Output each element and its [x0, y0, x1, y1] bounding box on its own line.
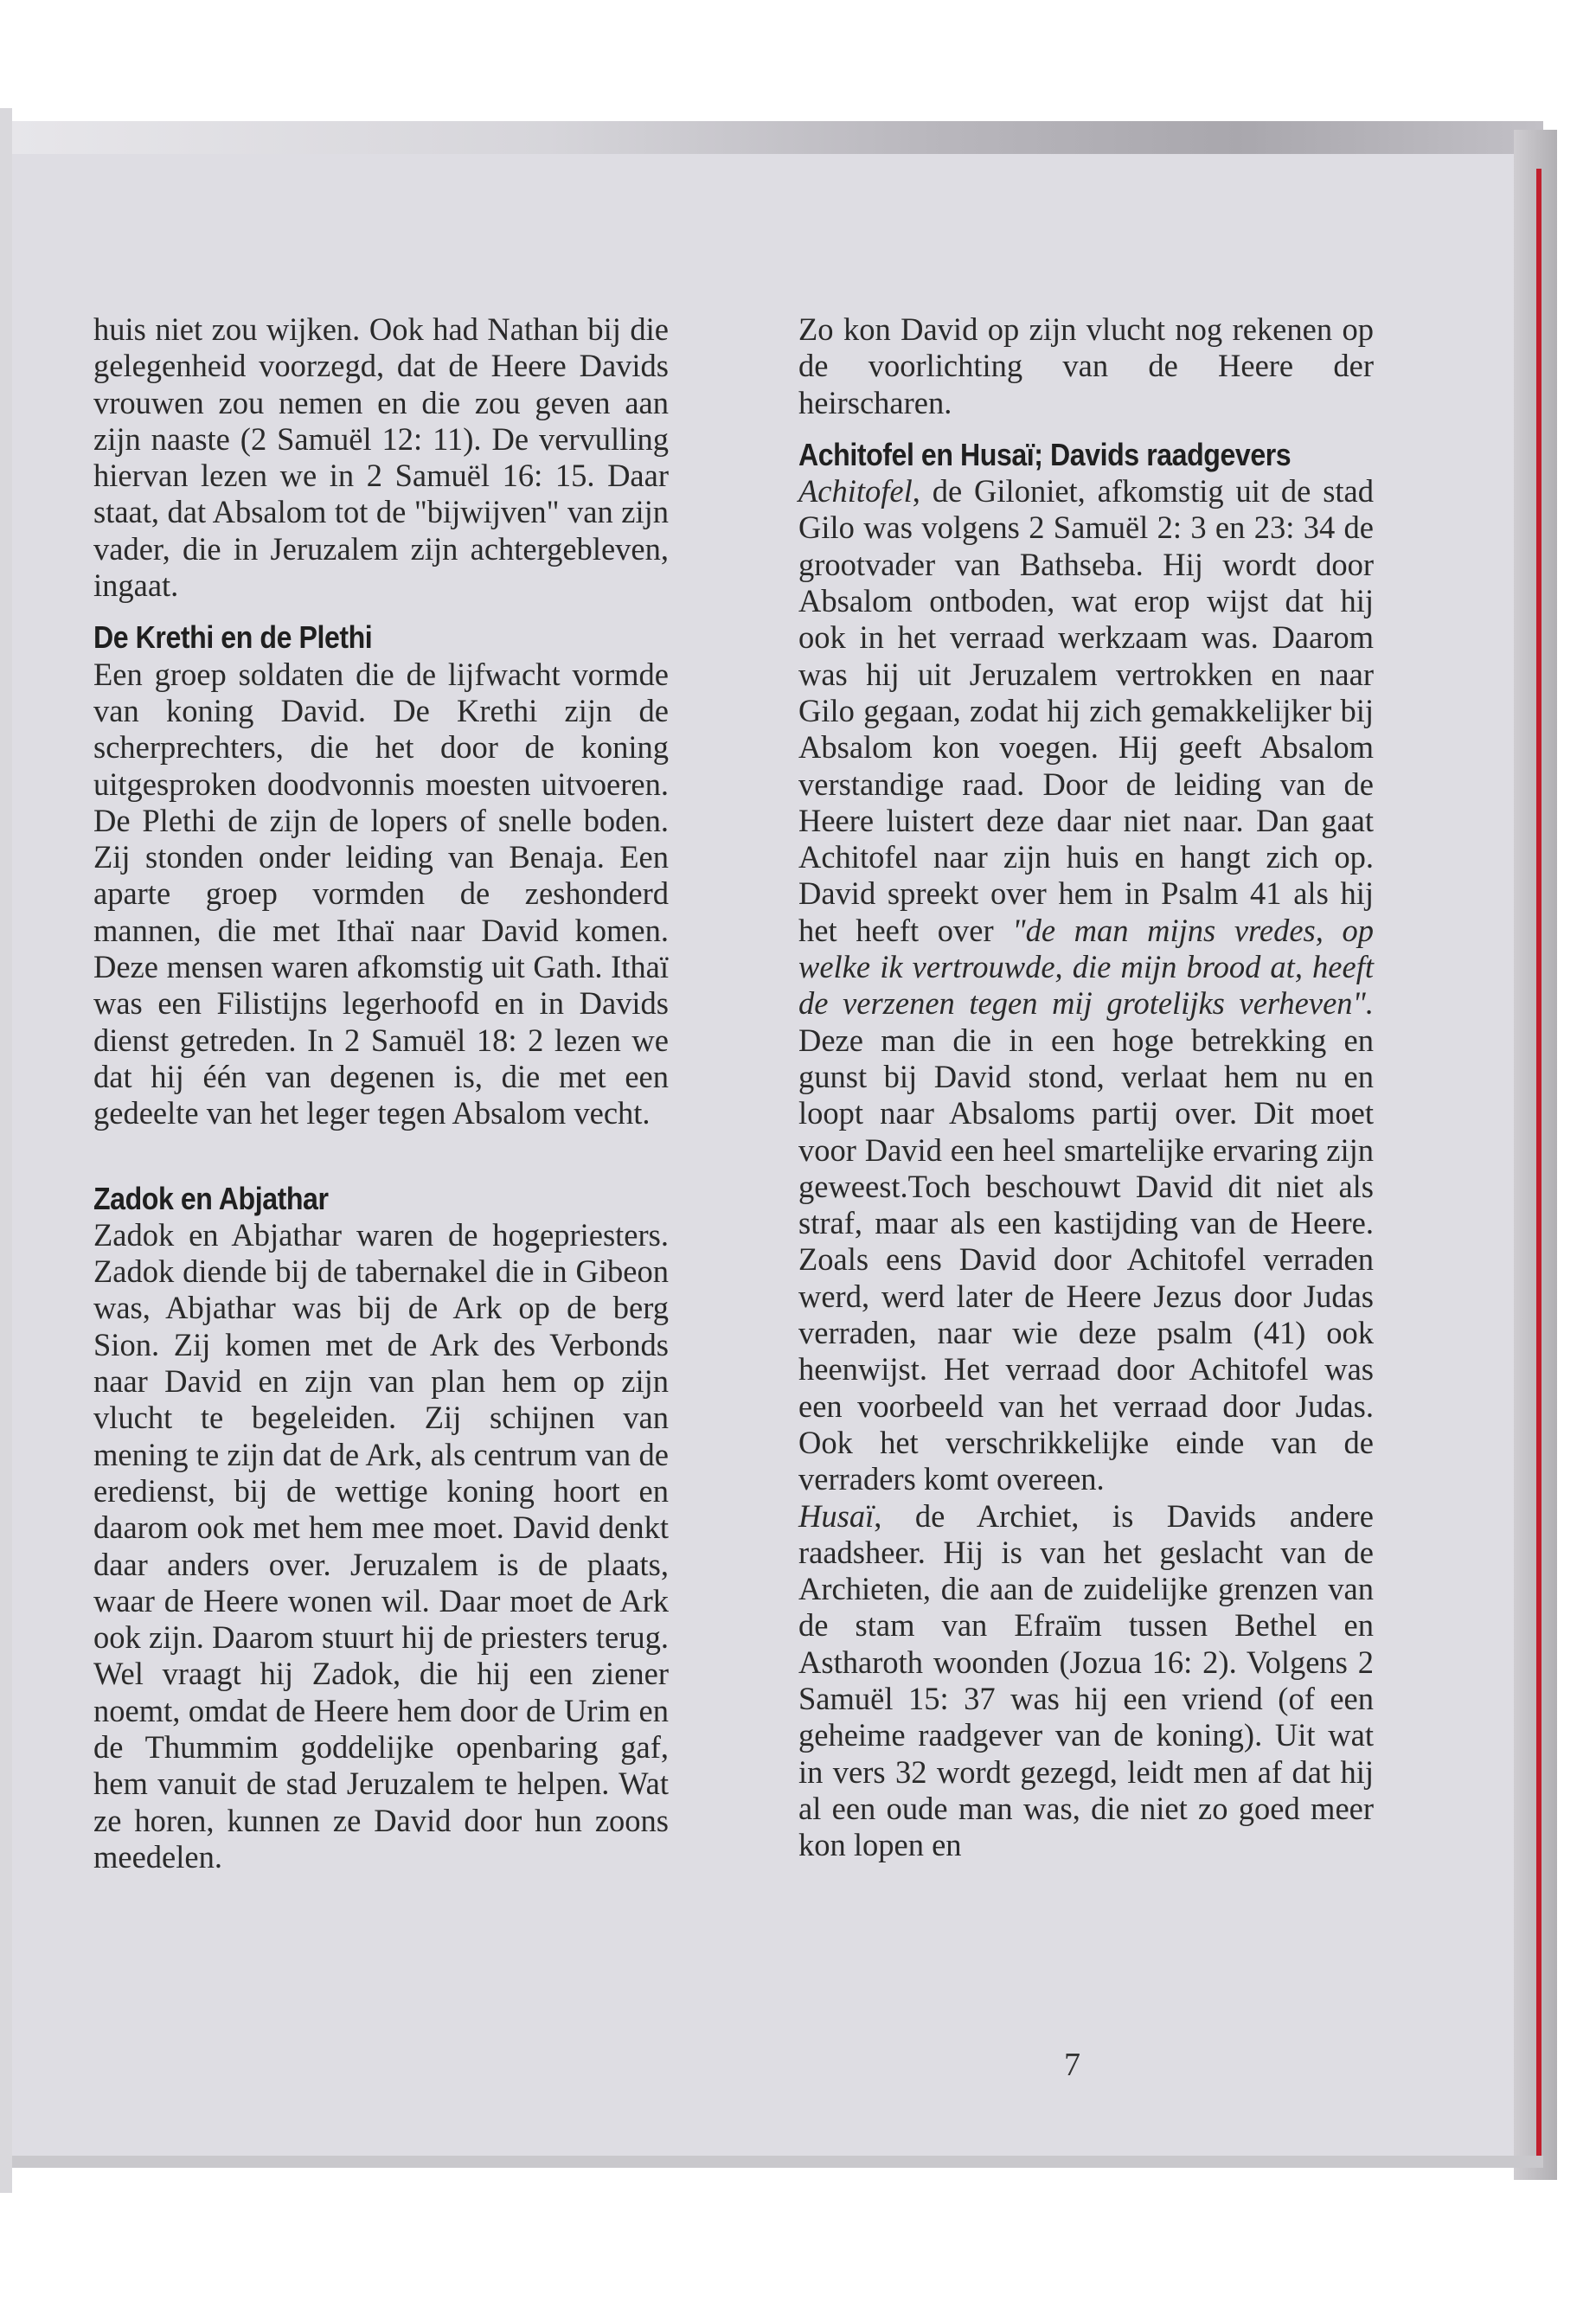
psalm-quote: "de man mijns vredes, op welke ik vertrouwde, die mijn brood at, heeft de verzenen tegen mij grotelijks verheven".: [798, 912, 1374, 1022]
name-achitofel: Achitofel: [798, 473, 913, 510]
right-intro-paragraph: Zo kon David op zijn vlucht nog rekenen op de voorlichting van de Heere der heirscharen.: [798, 311, 1374, 420]
section-heading-krethi-plethi: De Krethi en de Plethi: [93, 619, 373, 656]
left-column: [93, 311, 669, 1875]
page-top-edge: [12, 121, 1543, 154]
right-column: [798, 311, 1374, 1863]
page-left-edge: [0, 108, 12, 2193]
section-text-husai: [798, 1498, 1374, 1864]
section-heading-achitofel-husai: Achitofel en Husaï; Davids raadgevers: [798, 436, 1292, 472]
book-cover-edge: [1536, 169, 1542, 2163]
left-intro-paragraph: huis niet zou wijken. Ook had Nathan bij die gelegenheid voorzegd, dat de Heere Davids vrouwen zou nemen en die zou geven aan zijn naaste (2 Samuël 12: 11). De vervulling hiervan lezen we in 2 Samuël 16: 15. Daar staat, dat Absalom tot de "bijwijven" van zijn vader, die in Jeruzalem zijn achtergebleven, ingaat.: [93, 311, 669, 604]
section-heading-zadok-abjathar: Zadok en Abjathar: [93, 1180, 329, 1216]
husai-text: , de Archiet, is Davids andere raadsheer. Hij is van het geslacht van de Archieten, die aan de zuidelijke grenzen van de stam van Efraïm tussen Bethel en Astharoth woonden (Jozua 16: 2). Volgens 2 Samuël 15: 37 was hij een vriend (of een geheime raadgever van de koning). Uit wat in vers 32 wordt gezegd, leidt men af dat hij al een oude man was, die niet zo goed meer kon lopen en: [798, 1497, 1374, 1863]
section-text-krethi-plethi: Een groep soldaten die de lijfwacht vormde van koning David. De Krethi zijn de scherprechters, die het door de koning uitgesproken doodvonnis moesten uitvoeren. De Plethi de zijn de lopers of snelle boden. Zij stonden onder leiding van Benaja. Een aparte groep vormden de zeshonderd mannen, die met Ithaï naar David komen. Deze mensen waren afkomstig uit Gath. Ithaï was een Filistijns legerhoofd en in Davids dienst getreden. In 2 Samuël 18: 2 lezen we dat hij één van degenen is, die met een gedeelte van het leger tegen Absalom vecht.: [93, 656, 669, 1131]
achitofel-text-part-b: Deze man die in een hoge betrekking en gunst bij David stond, verlaat hem nu en loopt naar Absaloms partij over. Dit moet voor David een heel smartelijke ervaring zijn geweest.Toch beschouwt David dit niet als straf, maar als een kastijding van de Heere. Zoals eens David door Achitofel verraden werd, werd later de Heere Jezus door Judas verraden, naar wie deze psalm (41) ook heenwijst. Het verraad door Achitofel was een voorbeeld van het verraad door Judas. Ook het verschrikkelijke einde van de verraders komt overeen.: [798, 1022, 1374, 1497]
page-number: 7: [1064, 2047, 1080, 2083]
page-bottom-edge: [12, 2156, 1543, 2168]
achitofel-text-part-a: , de Giloniet, afkomstig uit de stad Gilo was volgens 2 Samuël 2: 3 en 23: 34 de grootvader van Bathseba. Hij wordt door Absalom ontboden, wat erop wijst dat hij ook in het verraad werkzaam was. Daarom was hij uit Jeruzalem vertrokken en naar Gilo gegaan, zodat hij zich gemakkelijker bij Absalom kon voegen. Hij geeft Absalom verstandige raad. Door de leiding van de Heere luistert deze daar niet naar. Dan gaat Achitofel naar zijn huis en hangt zich op. David spreekt over hem in Psalm 41 als hij het heeft over: [798, 473, 1374, 948]
name-husai: Husaï: [798, 1497, 875, 1534]
page-right-edge: [1514, 130, 1557, 2180]
section-text-zadok-abjathar: Zadok en Abjathar waren de hogepriesters. Zadok diende bij de tabernakel die in Gibeon was, Abjathar was bij de Ark op de berg Sion. Zij komen met de Ark des Verbonds naar David en zijn van plan hem op zijn vlucht te begeleiden. Zij schijnen van mening te zijn dat de Ark, als centrum van de eredienst, bij de wettige koning hoort en daarom ook met hem mee moet. David denkt daar anders over. Jeruzalem is de plaats, waar de Heere wonen wil. Daar moet de Ark ook zijn. Daarom stuurt hij de priesters terug. Wel vraagt hij Zadok, die hij een ziener noemt, omdat de Heere hem door de Urim en de Thummim goddelijke openbaring gaf, hem vanuit de stad Jeruzalem te helpen. Wat ze horen, kunnen ze David door hun zoons meedelen.: [93, 1216, 669, 1875]
section-text-achitofel: [798, 473, 1374, 1497]
